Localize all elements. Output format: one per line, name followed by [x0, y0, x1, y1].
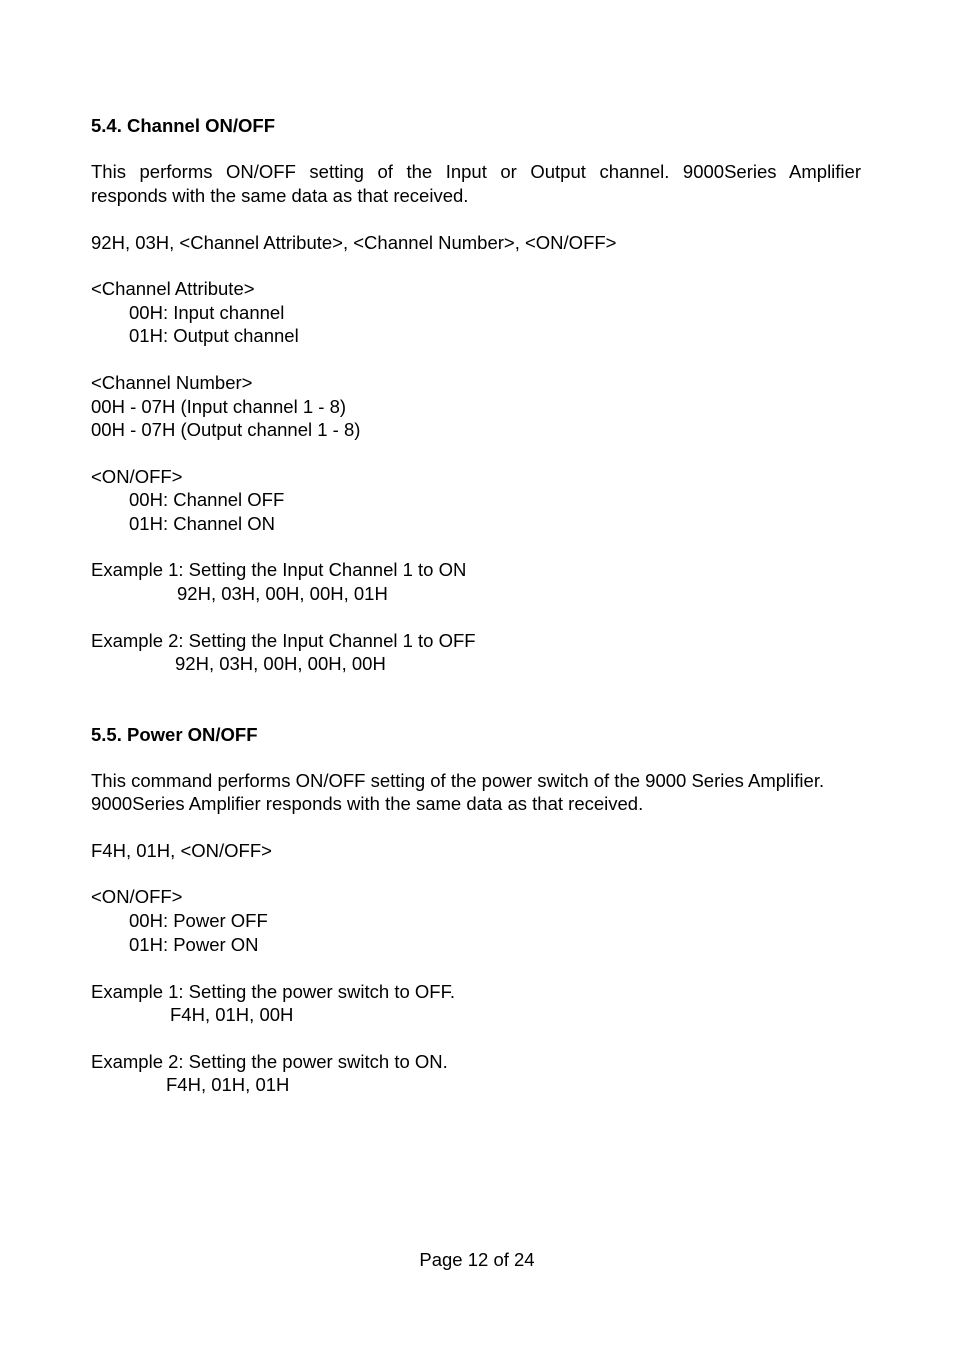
channel-onoff-item: 01H: Channel ON	[129, 513, 276, 534]
channel-attribute-title: <Channel Attribute>	[91, 278, 255, 299]
section-5-4-intro-line-2: responds with the same data as that received.	[91, 185, 469, 206]
section-5-4-intro-line-1: This performs ON/OFF setting of the Input or Output channel. 9000Series Amplifier	[91, 161, 861, 182]
power-onoff-item: 00H: Power OFF	[129, 910, 268, 931]
channel-number-title: <Channel Number>	[91, 372, 253, 393]
channel-onoff-title: <ON/OFF>	[91, 466, 183, 487]
section-5-4-command-format: 92H, 03H, <Channel Attribute>, <Channel Number>, <ON/OFF>	[91, 232, 617, 253]
channel-example-1-code: 92H, 03H, 00H, 00H, 01H	[177, 583, 388, 604]
channel-example-2-code: 92H, 03H, 00H, 00H, 00H	[175, 653, 386, 674]
power-example-1-code: F4H, 01H, 00H	[170, 1004, 294, 1025]
power-example-2-code: F4H, 01H, 01H	[166, 1074, 290, 1095]
power-onoff-item: 01H: Power ON	[129, 934, 259, 955]
channel-onoff-item: 00H: Channel OFF	[129, 489, 285, 510]
section-5-5-command-format: F4H, 01H, <ON/OFF>	[91, 840, 272, 861]
power-onoff-title: <ON/OFF>	[91, 886, 183, 907]
channel-number-item: 00H - 07H (Input channel 1 - 8)	[91, 396, 347, 417]
power-example-1-label: Example 1: Setting the power switch to OFF.	[91, 981, 455, 1002]
power-example-2-label: Example 2: Setting the power switch to ON.	[91, 1051, 448, 1072]
channel-attribute-item: 01H: Output channel	[129, 325, 299, 346]
section-5-5-intro-line-1: This command performs ON/OFF setting of the power switch of the 9000 Series Amplifier.	[91, 770, 825, 791]
channel-example-1-label: Example 1: Setting the Input Channel 1 to ON	[91, 559, 467, 580]
channel-number-item: 00H - 07H (Output channel 1 - 8)	[91, 419, 361, 440]
section-5-5-heading: 5.5. Power ON/OFF	[91, 724, 258, 745]
section-5-4-heading: 5.4. Channel ON/OFF	[91, 115, 275, 136]
channel-attribute-item: 00H: Input channel	[129, 302, 285, 323]
section-5-5-intro-line-2: 9000Series Amplifier responds with the same data as that received.	[91, 793, 644, 814]
page-number-footer: Page 12 of 24	[419, 1249, 535, 1270]
channel-example-2-label: Example 2: Setting the Input Channel 1 to OFF	[91, 630, 476, 651]
